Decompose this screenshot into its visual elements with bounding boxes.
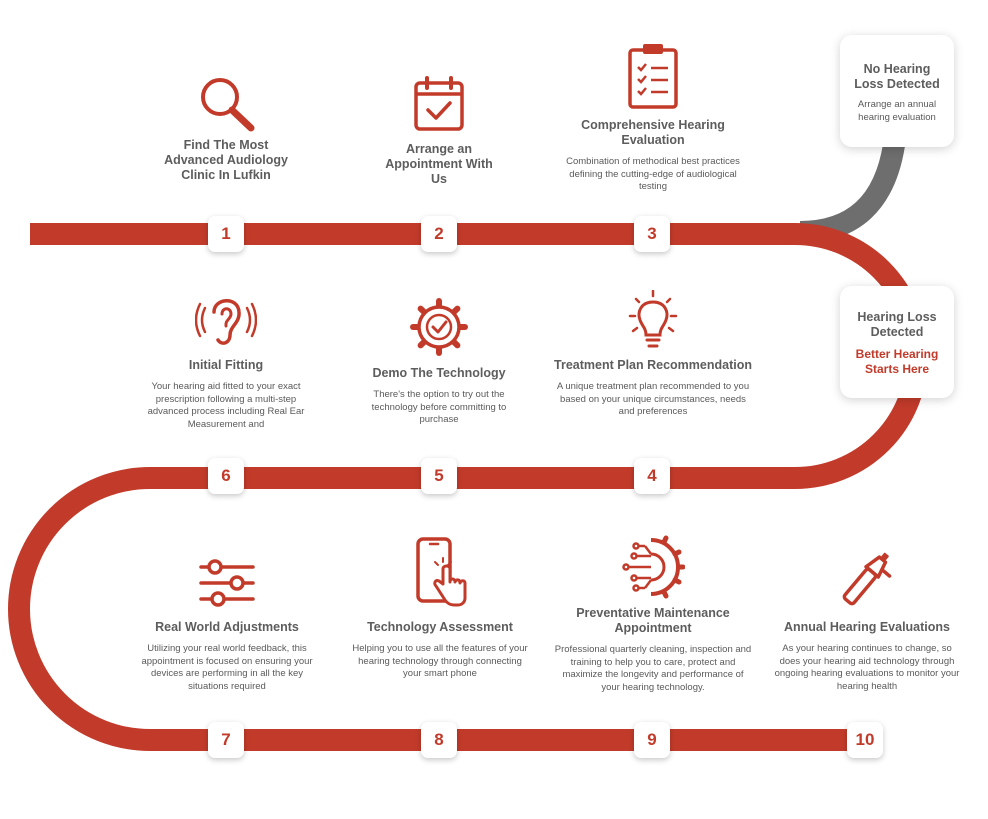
step-title: Treatment Plan Recommendation xyxy=(554,358,752,372)
card-title: Hearing Loss Detected xyxy=(857,310,937,339)
step-title: Arrange an Appointment With Us xyxy=(385,142,493,186)
step-title: Find The Most Advanced Audiology Clinic In Lufkin xyxy=(164,138,288,182)
step-10 xyxy=(773,546,961,693)
step-description: Professional quarterly cleaning, inspection and training to help you to care, protect and maximize the longevity and performance of your hearing technology. xyxy=(554,644,752,693)
step-number-badge-7: 7 xyxy=(208,722,244,758)
step-description: Helping you to use all the features of your hearing technology through connecting your smart phone xyxy=(352,643,528,679)
sliders-icon xyxy=(198,558,256,608)
step-1 xyxy=(156,74,296,183)
step-4 xyxy=(551,290,755,419)
step-description: There's the option to try out the technology before committing to purchase xyxy=(371,389,507,425)
step-description: As your hearing continues to change, so does your hearing aid technology through ongoing hearing evaluations to monitor your hearing health xyxy=(774,643,960,692)
step-title: Demo The Technology xyxy=(372,366,506,380)
step-6 xyxy=(138,290,314,431)
magnifier-icon xyxy=(196,74,256,132)
otoscope-icon xyxy=(837,546,897,610)
step-number-badge-5: 5 xyxy=(421,458,457,494)
step-number-badge-3: 3 xyxy=(634,216,670,252)
step-5 xyxy=(364,296,514,427)
step-title: Initial Fitting xyxy=(188,358,264,372)
clipboard-checklist-icon xyxy=(627,42,679,110)
step-title: Comprehensive Hearing Evaluation xyxy=(581,118,725,147)
card-description: Arrange an annual hearing evaluation xyxy=(857,99,937,123)
step-3 xyxy=(565,42,741,194)
step-title: Preventative Maintenance Appointment xyxy=(576,606,730,635)
step-number-badge-6: 6 xyxy=(208,458,244,494)
step-number-badge-9: 9 xyxy=(634,722,670,758)
step-description: Utilizing your real world feedback, this appointment is focused on ensuring your devices are performing in all the key situations required xyxy=(141,643,313,692)
step-number-badge-1: 1 xyxy=(208,216,244,252)
lightbulb-icon xyxy=(622,290,684,352)
step-description: A unique treatment plan recommended to you based on your unique circumstances, needs and preferences xyxy=(556,381,750,417)
step-title: Technology Assessment xyxy=(367,620,513,634)
step-number-badge-8: 8 xyxy=(421,722,457,758)
step-description: Your hearing aid fitted to your exact prescription following a multi-step advanced process including Real Ear Measurement and xyxy=(147,381,305,430)
hearing-loss-card xyxy=(840,286,954,398)
step-description: Combination of methodical best practices defining the cutting-edge of audiological testing xyxy=(566,156,740,192)
step-9 xyxy=(552,534,754,694)
card-title: No Hearing Loss Detected xyxy=(854,62,940,91)
step-8 xyxy=(352,536,528,681)
step-title: Annual Hearing Evaluations xyxy=(783,620,950,634)
ear-icon xyxy=(195,290,257,350)
card-highlight: Better Hearing Starts Here xyxy=(855,347,939,376)
no-hearing-loss-card xyxy=(840,35,954,147)
calendar-check-icon xyxy=(413,76,465,132)
circuit-gear-icon xyxy=(621,534,685,600)
gear-check-icon xyxy=(408,296,470,358)
step-number-badge-2: 2 xyxy=(421,216,457,252)
phone-tap-icon xyxy=(412,536,468,610)
step-2 xyxy=(377,76,501,187)
step-7 xyxy=(134,558,320,693)
step-number-badge-4: 4 xyxy=(634,458,670,494)
no-loss-branch-connector xyxy=(800,145,894,232)
step-title: Real World Adjustments xyxy=(155,620,299,634)
step-number-badge-10: 10 xyxy=(847,722,883,758)
